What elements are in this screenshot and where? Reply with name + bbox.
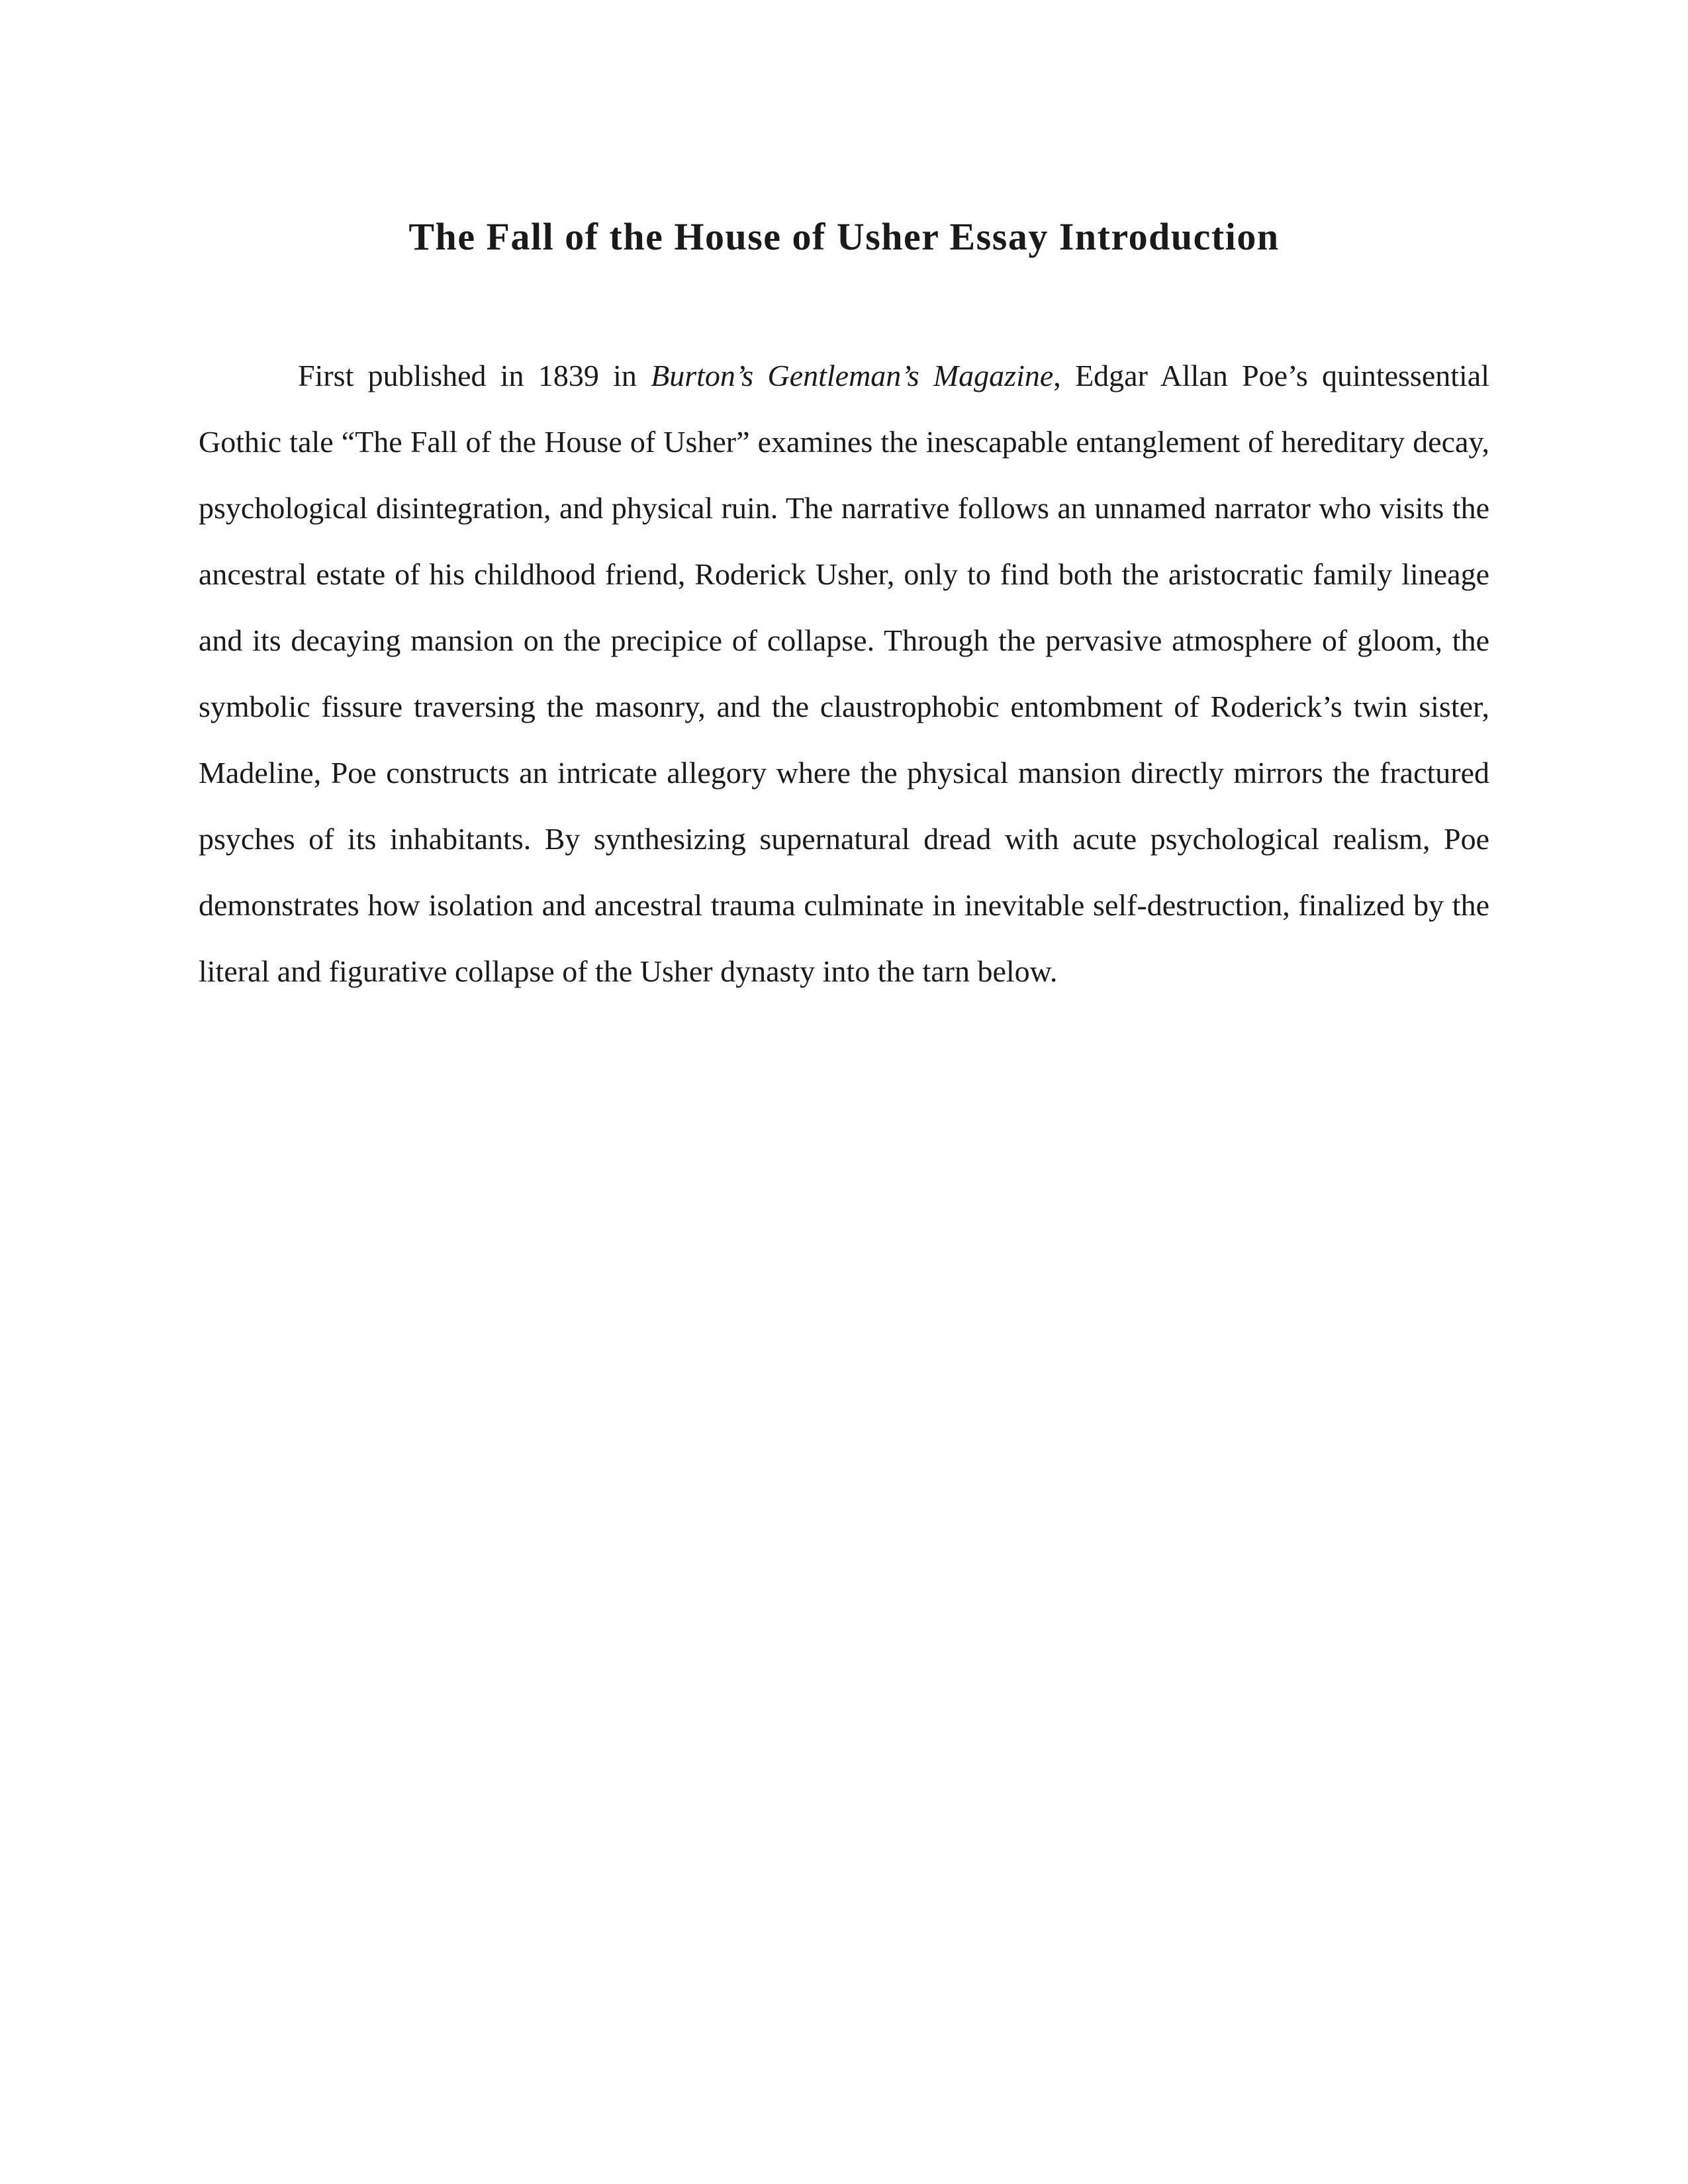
paragraph-lead-text: First published in 1839 in: [298, 359, 651, 392]
paragraph-body-text: , Edgar Allan Poe’s quintessential Gothic tale “The Fall of the House of Usher” examines the inescapable entanglement of hereditary decay, psychological disintegration, and physical ruin. The narrative follows an unnamed narrator who visits the ancestral estate of his childhood friend, Roderick Usher, only to find both the aristocratic family lineage and its decaying mansion on the precipice of collapse. Through the pervasive atmosphere of gloom, the symbolic fissure traversing the masonry, and the claustrophobic entombment of Roderick’s twin sister, Madeline, Poe constructs an intricate allegory where the physical mansion directly mirrors the fractured psyches of its inhabitants. By synthesizing supernatural dread with acute psychological realism, Poe demonstrates how isolation and ancestral trauma culminate in inevitable self-destruction, finalized by the literal and figurative collapse of the Usher dynasty into the tarn below.: [199, 359, 1489, 988]
publication-title: Burton’s Gentleman’s Magazine: [651, 359, 1054, 392]
document-title: The Fall of the House of Usher Essay Introduction: [408, 215, 1280, 258]
body-paragraph: [199, 343, 1489, 1005]
